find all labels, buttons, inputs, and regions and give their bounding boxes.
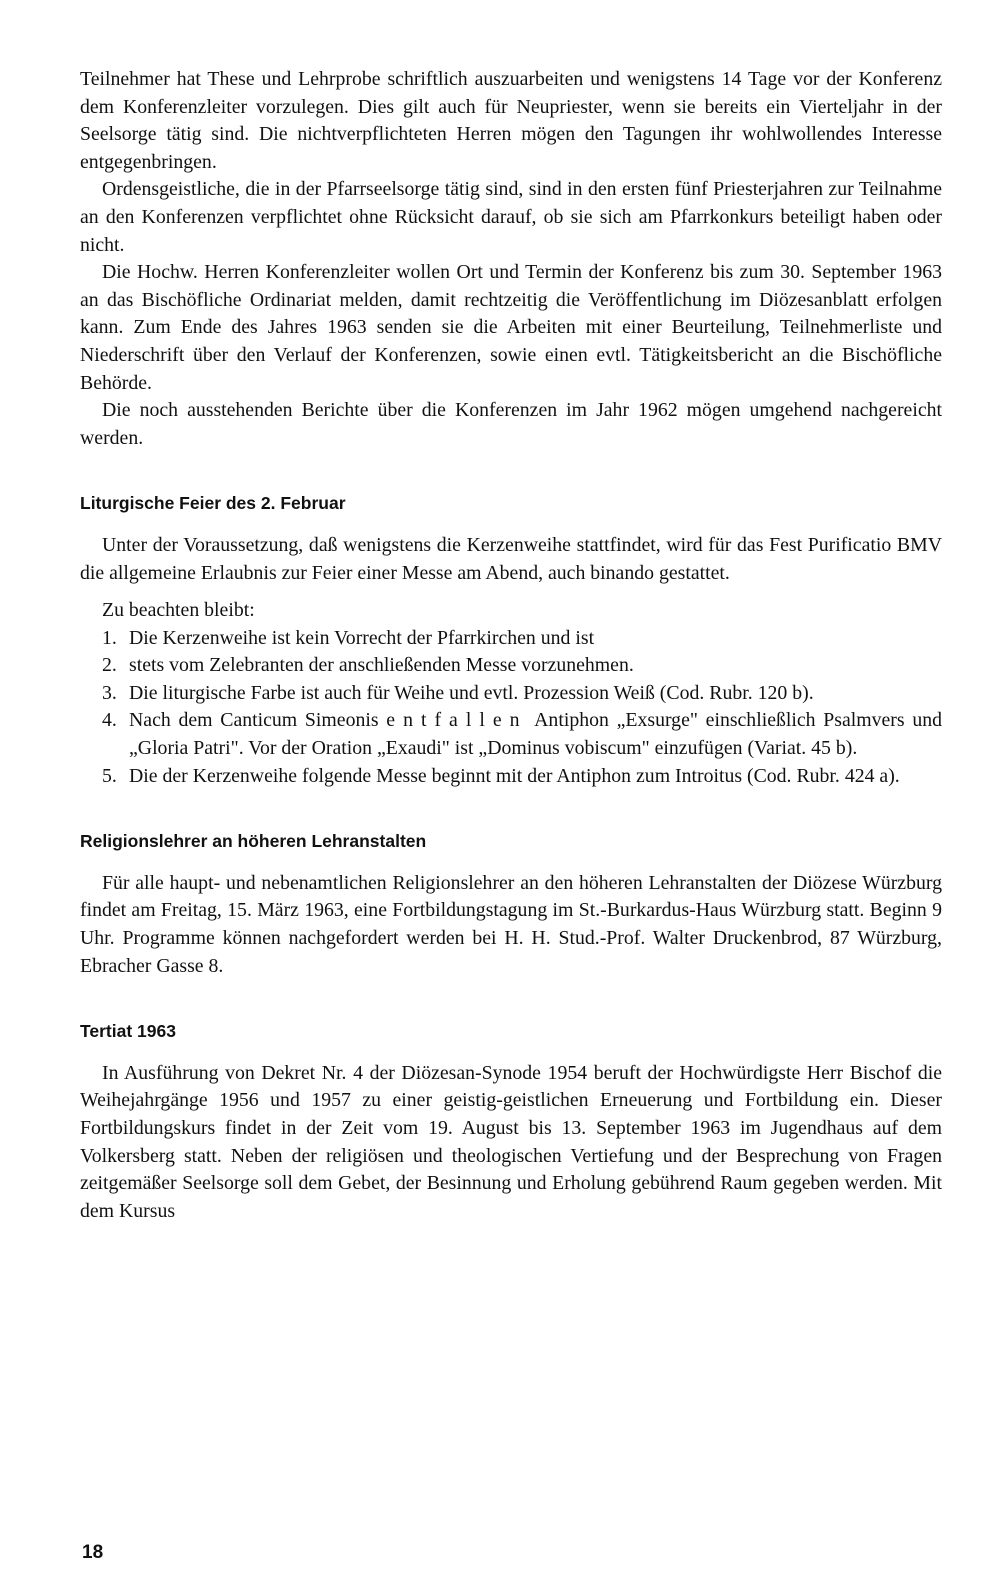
list-item-number: 5.: [102, 764, 117, 787]
intro-paragraph-1: Teilnehmer hat These und Lehrprobe schriftlich auszuarbeiten und wenigstens 14 Tage vor der Konferenz dem Konferenzleiter vorzulegen. Dies gilt auch für Neupriester, wenn sie bereits ein Vierteljahr in der Seelsorge tätig sind. Die nichtverpflichteten Herren mögen den Tagungen ihr wohlwollendes Interesse entgegenbringen.: [80, 68, 942, 173]
list-item-number: 3.: [102, 681, 117, 704]
list-item-text-post: Antiphon „Exsurge" einschließlich Psalmvers und „Gloria Patri". Vor der Oration „Exaudi" ist „Dominus vobiscum" einzufügen (Variat. 45 b).: [129, 709, 942, 760]
section2-paragraph: Für alle haupt- und nebenamtlichen Religionslehrer an den höheren Lehranstalten der Diözese Würzburg findet am Freitag, 15. März 1963, eine Fortbildungstagung im St.-Burkardus-Haus Würzburg statt. Beginn 9 Uhr. Programme können nachgefordert werden bei H. H. Stud.-Prof. Walter Druckenbrod, 87 Würzburg, Ebracher Gasse 8.: [80, 871, 942, 977]
section1-paragraph: Unter der Voraussetzung, daß wenigstens die Kerzenweihe stattfindet, wird für das Fest Purificatio BMV die allgemeine Erlaubnis zur Feier einer Messe am Abend, auch binando gestattet.: [80, 533, 942, 584]
list-item-number: 2.: [102, 654, 117, 677]
document-page: [80, 66, 942, 1225]
list-item: [80, 625, 942, 653]
list-item-number: 1.: [102, 626, 117, 649]
list-item-text-pre: Nach dem Canticum Simeonis: [129, 709, 387, 732]
intro-paragraph-2: Ordensgeistliche, die in der Pfarrseelsorge tätig sind, sind in den ersten fünf Priesterjahren zur Teilnahme an den Konferenzen verpflichtet ohne Rücksicht darauf, ob sie sich am Pfarrkonkurs beteiligt haben oder nicht.: [80, 178, 942, 256]
list-intro: Zu beachten bleibt:: [102, 599, 255, 622]
list-item-number: 4.: [102, 709, 117, 732]
list-item-text: Die der Kerzenweihe folgende Messe beginnt mit der Antiphon zum Introitus (Cod. Rubr. 424 a).: [129, 764, 900, 787]
list-item: [80, 763, 942, 791]
rules-list: [80, 625, 942, 791]
section3-paragraph: In Ausführung von Dekret Nr. 4 der Diözesan-Synode 1954 beruft der Hochwürdigste Herr Bischof die Weihejahrgänge 1956 und 1957 zu einer geistig-geistlichen Erneuerung und Fortbildung ein. Dieser Fortbildungskurs findet in der Zeit vom 19. August bis 13. September 1963 im Jugendhaus auf dem Volkersberg statt. Neben der religiösen und theologischen Vertiefung und der Besprechung von Fragen zeitgemäßer Seelsorge soll dem Gebet, der Besinnung und Erholung gebührend Raum gegeben werden. Mit dem Kursus: [80, 1061, 942, 1222]
section-heading-liturgische-feier: Liturgische Feier des 2. Februar: [80, 493, 346, 514]
page-number: 18: [82, 1542, 104, 1563]
list-item-text: Die Kerzenweihe ist kein Vorrecht der Pfarrkirchen und ist: [129, 626, 595, 649]
section-heading-religionslehrer: Religionslehrer an höheren Lehranstalten: [80, 831, 427, 852]
list-item: [80, 707, 942, 762]
list-item-text: Die liturgische Farbe ist auch für Weihe und evtl. Prozession Weiß (Cod. Rubr. 120 b).: [129, 681, 814, 704]
intro-paragraph-4: Die noch ausstehenden Berichte über die Konferenzen im Jahr 1962 mögen umgehend nachgereicht werden.: [80, 399, 942, 449]
list-item: [80, 680, 942, 708]
list-item-text: stets vom Zelebranten der anschließenden Messe vorzunehmen.: [129, 654, 634, 677]
list-item-text-spaced: entfallen: [386, 709, 528, 732]
intro-paragraph-3: Die Hochw. Herren Konferenzleiter wollen Ort und Termin der Konferenz bis zum 30. September 1963 an das Bischöfliche Ordinariat melden, damit rechtzeitig die Veröffentlichung im Diözesanblatt erfolgen kann. Zum Ende des Jahres 1963 senden sie die Arbeiten mit einer Beurteilung, Teilnehmerliste und Niederschrift über den Verlauf der Konferenzen, sowie einen evtl. Tätigkeitsbericht an die Bischöfliche Behörde.: [80, 261, 942, 394]
section-heading-tertiat: Tertiat 1963: [80, 1021, 176, 1042]
list-item: [80, 652, 942, 680]
